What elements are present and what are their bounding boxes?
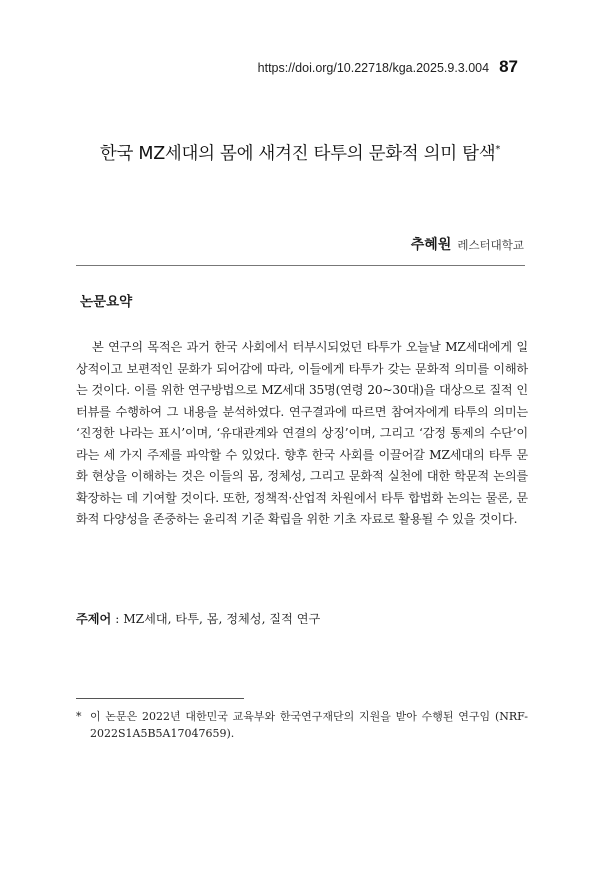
footnote-text: 이 논문은 2022년 대한민국 교육부와 한국연구재단의 지원을 받아 수행된 연구임 (NRF-2022S1A5B5A17047659).: [90, 710, 528, 740]
footnote-mark: *: [76, 710, 82, 723]
page-number: 87: [499, 57, 518, 76]
author-name: 추혜원: [410, 237, 452, 253]
footnote: [76, 708, 528, 742]
keywords-separator: :: [111, 612, 124, 626]
footnote-divider: [76, 698, 244, 699]
keywords-text: MZ세대, 타투, 몸, 정체성, 질적 연구: [123, 612, 321, 626]
author-line: [411, 234, 524, 254]
title-footnote-mark: *: [495, 144, 501, 156]
abstract-body: 본 연구의 목적은 과거 한국 사회에서 터부시되었던 타투가 오늘날 MZ세대에게 일상적이고 보편적인 문화가 되어감에 따라, 이들에게 타투가 갖는 문화적 의미를 이해하는 것이다. 이를 위한 연구방법으로 MZ세대 35명(연령 20~30대)을 대상으로 질적 인터뷰를 수행하여 그 내용을 분석하였다. 연구결과에 따르면 참여자에게 타투의 의미는 ‘진정한 나라는 표시’이며, ‘유대관계와 연결의 상징’이며, 그리고 ‘감정 통제의 수단’이라는 세 가지 주제를 파악할 수 있었다. 향후 한국 사회를 이끌어갈 MZ세대의 타투 문화 현상을 이해하는 것은 이들의 몸, 정체성, 그리고 문화적 실천에 대한 학문적 논의를 확장하는 데 기여할 것이다. 또한, 정책적·산업적 차원에서 타투 합법화 논의는 물론, 문화적 다양성을 존중하는 윤리적 기준 확립을 위한 기초 자료로 활용될 수 있을 것이다.: [76, 340, 528, 526]
doi-link[interactable]: https://doi.org/10.22718/kga.2025.9.3.004: [257, 61, 490, 75]
keywords-line: [76, 610, 320, 627]
keywords-label: 주제어: [76, 612, 112, 626]
running-header: [258, 57, 518, 77]
paper-title-text: 한국 MZ세대의 몸에 새겨진 타투의 문화적 의미 탐색: [99, 144, 496, 164]
header-divider: [76, 265, 525, 266]
author-affiliation: 레스터대학교: [457, 238, 524, 252]
abstract-heading: 논문요약: [80, 294, 133, 310]
paper-title: [0, 140, 600, 165]
